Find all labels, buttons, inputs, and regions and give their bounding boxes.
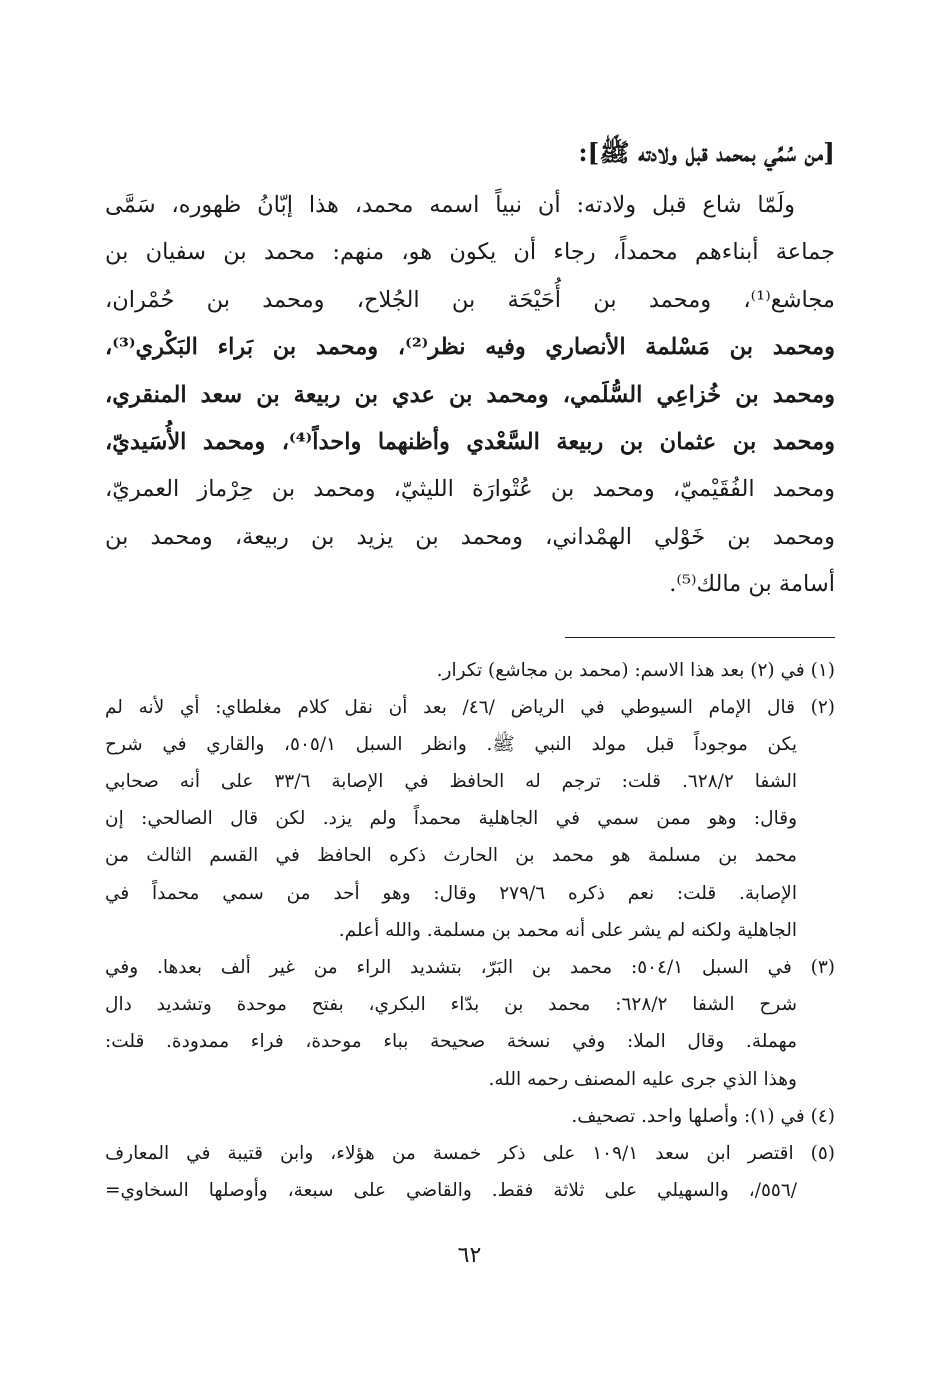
paragraph-line: ومحمد بن عثمان بن ربيعة السَّعْدي وأظنهما واحداً⁽⁴⁾، ومحمد الأُسَيديّ،	[105, 428, 835, 455]
footnote-separator	[565, 637, 835, 638]
footnote-line: وهذا الذي جرى عليه المصنف رحمه الله.	[488, 1068, 797, 1090]
footnote-line: (٣) في السبل ٥٠٤/١: محمد بن البَرّ، بتشديد الراء من غير ألف بعدها. وفي	[105, 957, 835, 979]
footnote-line: الشفا ٦٢٨/٢. قلت: ترجم له الحافظ في الإصابة ٣٣/٦ على أنه صحابي	[105, 771, 797, 793]
footnote-line: (٥) اقتصر ابن سعد ١٠٩/١ على ذكر خمسة من هؤلاء، وابن قتيبة في المعارف	[105, 1142, 835, 1164]
footnote-line: (٤) في (١): وأصلها واحد. تصحيف.	[571, 1105, 835, 1127]
paragraph-line: ومحمد الفُقَيْميّ، ومحمد بن عُتْوارَة الليثيّ، ومحمد بن حِرْماز العمريّ،	[105, 476, 835, 503]
page-content	[105, 128, 835, 1209]
paragraph-line: جماعة أبناءهم محمداً، رجاء أن يكون هو، منهم: محمد بن سفيان بن	[105, 239, 835, 266]
paragraph-line: ولَمّا شاع قبل ولادته: أن نبياً اسمه محمد، هذا إبّانُ ظهوره، سَمَّى	[105, 192, 795, 218]
paragraph-line: مجاشع⁽¹⁾، ومحمد بن أُحَيْحَة بن الجُلاح، ومحمد بن حُمْران،	[105, 286, 835, 313]
footnote-line: (١) في (٢) بعد هذا الاسم: (محمد بن مجاشع) تكرار.	[436, 659, 835, 681]
main-paragraph	[105, 182, 835, 609]
footnote-line: الإصابة. قلت: نعم ذكره ٢٧٩/٦ وقال: وهو أحد من سمي محمداً في	[105, 882, 797, 904]
footnote-line: وقال: وهو ممن سمي في الجاهلية محمداً ولم يزد. لكن قال الصالحي: إن	[105, 808, 797, 830]
paragraph-line: ومحمد بن مَسْلمة الأنصاري وفيه نظر⁽²⁾، ومحمد بن بَراء البَكْري⁽³⁾،	[105, 334, 835, 361]
footnote-3	[105, 949, 835, 1098]
footnote-line: الجاهلية ولكنه لم يشر على أنه محمد بن مسلمة. والله أعلم.	[338, 919, 797, 941]
paragraph-line: ومحمد بن خُزاعِي السُّلَمي، ومحمد بن عدي بن ربيعة بن سعد المنقري،	[105, 381, 835, 408]
paragraph-line: ومحمد بن خَوْلي الهمْداني، ومحمد بن يزيد بن ربيعة، ومحمد بن	[105, 523, 835, 550]
paragraph-line: أسامة بن مالك⁽⁵⁾.	[669, 571, 835, 598]
footnote-5	[105, 1135, 835, 1209]
footnote-1	[105, 652, 835, 689]
footnote-line: مهملة. وقال الملا: وفي نسخة صحيحة بباء موحدة، فراء ممدودة. قلت:	[105, 1031, 797, 1053]
footnote-line: /٥٥٦/، والسهيلي على ثلاثة فقط. والقاضي على سبعة، وأوصلها السخاوي=	[105, 1180, 797, 1202]
footnote-line: (٢) قال الإمام السيوطي في الرياض /٤٦/ بعد أن نقل كلام مغلطاي: أي لأنه لم	[105, 696, 835, 718]
footnote-line: محمد بن مسلمة هو محمد بن الحارث ذكره الحافظ في القسم الثالث من	[105, 845, 797, 867]
page-number: ٦٢	[457, 1243, 482, 1268]
footnote-2	[105, 689, 835, 949]
footnote-line: يكن موجوداً قبل مولد النبي ﷺ. وانظر السبل ٥٠٥/١، والقاري في شرح	[105, 733, 797, 755]
footnote-4	[105, 1098, 835, 1135]
footnote-line: شرح الشفا ٦٢٨/٢: محمد بن بدّاء البكري، بفتح موحدة وتشديد دال	[105, 994, 798, 1016]
section-heading: [من سُمِّي بمحمد قبل ولادته ﷺ]:	[578, 138, 835, 167]
footnotes	[105, 652, 835, 1210]
